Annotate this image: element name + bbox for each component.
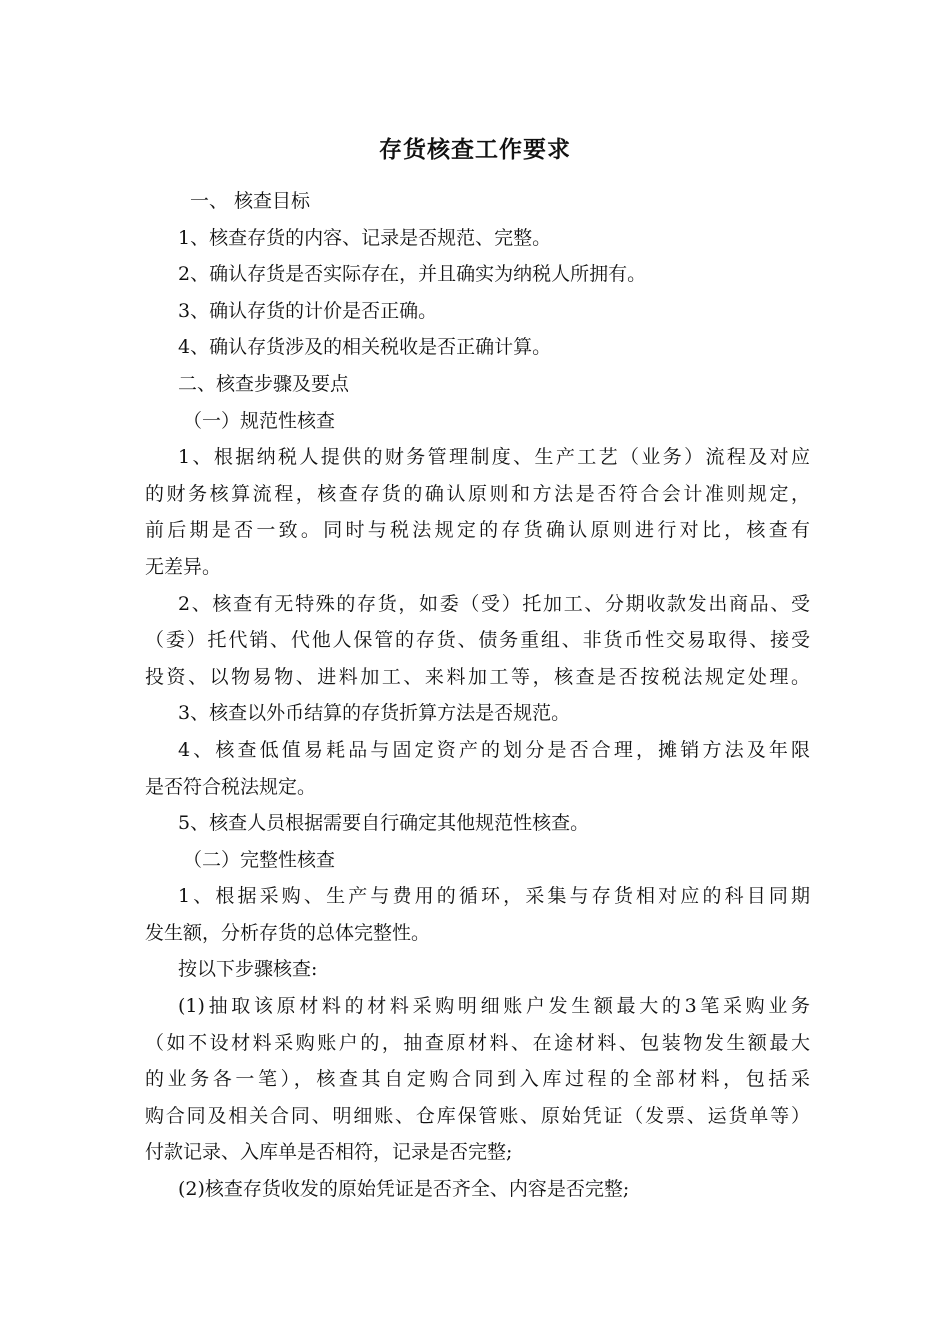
document-title: 存货核查工作要求 [379,137,571,163]
text-line: 无差异。 [145,555,222,578]
text-line: 前后期是否一致。同时与税法规定的存货确认原则进行对比，核查有 [145,519,810,542]
text-line: 付款记录、入库单是否相符，记录是否完整; [145,1141,513,1164]
text-line: 二、核查步骤及要点 [178,372,350,395]
text-line: （如不设材料采购账户的，抽查原材料、在途材料、包装物发生额最大 [145,1031,810,1054]
text-line: (2)核查存货收发的原始凭证是否齐全、内容是否完整; [178,1178,630,1201]
text-line: 1、根据纳税人提供的财务管理制度、生产工艺（业务）流程及对应 [178,446,810,469]
text-line: 是否符合税法规定。 [145,775,317,798]
text-line: 2、确认存货是否实际存在，并且确实为纳税人所拥有。 [178,263,647,286]
text-line: 4、核查低值易耗品与固定资产的划分是否合理，摊销方法及年限 [178,738,810,761]
text-line: 1、根据采购、生产与费用的循环，采集与存货相对应的科目同期 [178,885,810,908]
text-line: 4、确认存货涉及的相关税收是否正确计算。 [178,336,552,359]
text-line: 一、 核查目标 [190,190,311,212]
text-line: （委）托代销、代他人保管的存货、债务重组、非货币性交易取得、接受 [145,629,810,652]
text-line: 发生额，分析存货的总体完整性。 [145,921,431,944]
text-line: (1)抽取该原材料的材料采购明细账户发生额最大的3笔采购业务 [178,995,810,1018]
text-line: 3、确认存货的计价是否正确。 [178,299,438,322]
text-line: 的业务各一笔），核查其自定购合同到入库过程的全部材料，包括采 [145,1068,810,1091]
text-line: （二）完整性核查 [183,848,336,871]
text-line: 购合同及相关合同、明细账、仓库保管账、原始凭证（发票、运货单等） [145,1104,810,1127]
text-line: 3、核查以外币结算的存货折算方法是否规范。 [178,702,571,725]
text-line: 按以下步骤核查: [178,958,318,981]
text-line: 的财务核算流程，核查存货的确认原则和方法是否符合会计准则规定， [145,482,810,505]
text-line: 5、核查人员根据需要自行确定其他规范性核查。 [178,812,590,835]
text-line: 2、核查有无特殊的存货，如委（受）托加工、分期收款发出商品、受 [178,592,810,615]
text-line: 1、核查存货的内容、记录是否规范、完整。 [178,226,552,249]
text-line: 投资、以物易物、进料加工、来料加工等，核查是否按税法规定处理。 [145,665,810,688]
document-body [145,183,810,1208]
text-line: （一）规范性核查 [183,409,336,432]
